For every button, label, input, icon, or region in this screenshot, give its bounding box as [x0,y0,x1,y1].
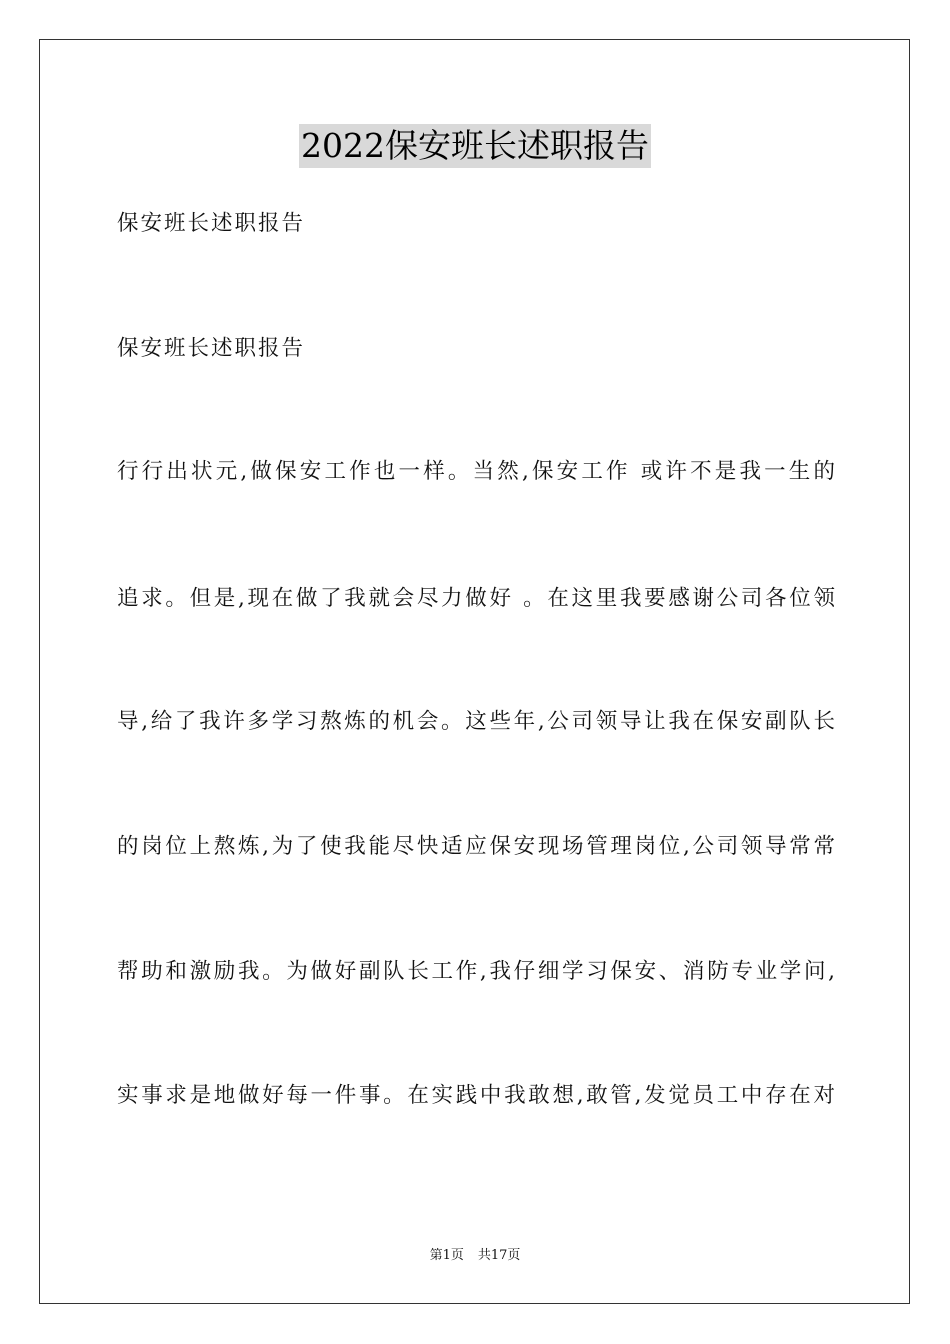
body-line-6: 实事求是地做好每一件事。在实践中我敢想,敢管,发觉员工中存在对 [117,1083,837,1108]
body-line-1: 行行出状元,做保安工作也一样。当然,保安工作 或许不是我一生的 [117,459,837,484]
body-line-2: 追求。但是,现在做了我就会尽力做好 。在这里我要感谢公司各位领 [117,586,837,611]
page-total: 共17页 [477,1248,521,1263]
document-title-wrapper [0,124,950,168]
subtitle-line-1: 保安班长述职报告 [117,211,306,236]
page-footer [0,1247,950,1265]
body-line-5: 帮助和激励我。为做好副队长工作,我仔细学习保安、消防专业学问, [117,959,837,984]
body-line-3: 导,给了我许多学习熬炼的机会。这些年,公司领导让我在保安副队长 [117,709,837,734]
page-number: 第1页 [429,1248,464,1263]
document-title: 2022保安班长述职报告 [299,124,651,168]
body-line-4: 的岗位上熬炼,为了使我能尽快适应保安现场管理岗位,公司领导常常 [117,834,837,859]
subtitle-line-2: 保安班长述职报告 [117,336,306,361]
